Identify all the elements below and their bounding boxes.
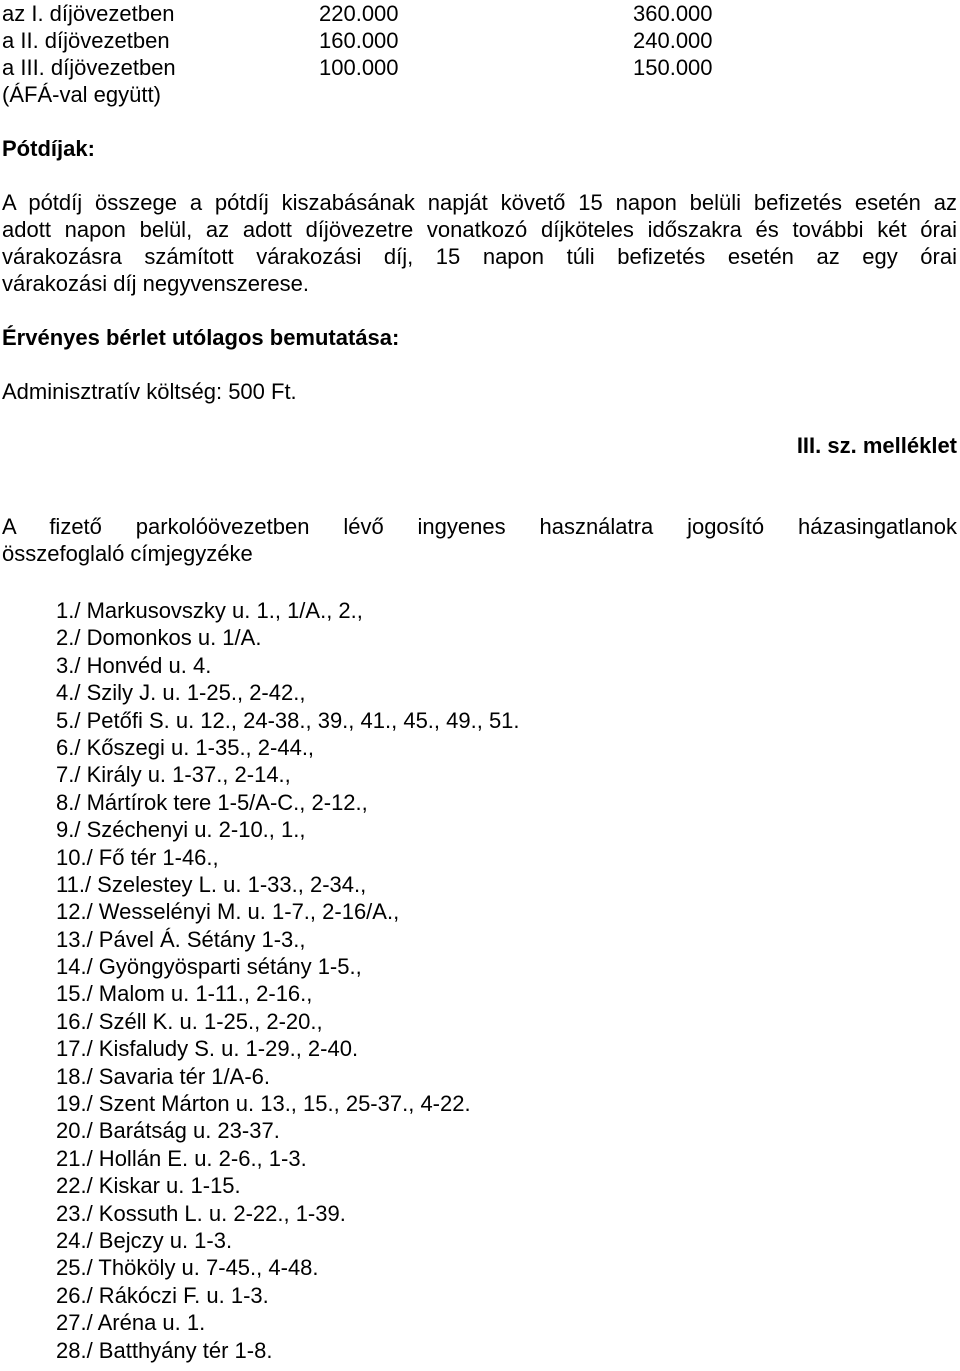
address-list-item: 11./ Szelestey L. u. 1-33., 2-34., <box>56 871 367 897</box>
fee-value-1: 220.000 <box>319 1 399 26</box>
address-list-item: 2./ Domonkos u. 1/A. <box>56 625 262 651</box>
address-list-item: 10./ Fő tér 1-46., <box>56 844 219 870</box>
pass-text: Adminisztratív költség: 500 Ft. <box>2 379 297 404</box>
document-page <box>2 0 957 1364</box>
address-list-item: 19./ Szent Márton u. 13., 15., 25-37., 4-22. <box>56 1091 471 1117</box>
address-list-item: 3./ Honvéd u. 4. <box>56 652 212 678</box>
fee-row <box>2 0 957 27</box>
address-list-item: 5./ Petőfi S. u. 12., 24-38., 39., 41., 45., 49., 51. <box>56 707 520 733</box>
address-list-item: 27./ Aréna u. 1. <box>56 1310 206 1336</box>
surcharge-text-line: várakozásra számított várakozási díj, 15 napon túli befizetés esetén az egy órai <box>2 244 957 269</box>
fee-value-2: 240.000 <box>633 28 713 53</box>
fee-value-2: 360.000 <box>633 1 713 26</box>
address-list-item: 20./ Barátság u. 23-37. <box>56 1118 280 1144</box>
annex-intro-line: A fizető parkolóövezetben lévő ingyenes használatra jogosító házasingatlanok <box>2 514 957 539</box>
fee-value-2: 150.000 <box>633 55 713 80</box>
address-list-item: 4./ Szily J. u. 1-25., 2-42., <box>56 680 306 706</box>
surcharge-text-line: adott napon belül, az adott díjövezetre vonatkozó díjköteles időszakra és további két órai <box>2 217 957 242</box>
address-list-item: 8./ Mártírok tere 1-5/A-C., 2-12., <box>56 789 368 815</box>
address-list-item: 12./ Wesselényi M. u. 1-7., 2-16/A., <box>56 899 400 925</box>
address-list-item: 14./ Gyöngyösparti sétány 1-5., <box>56 954 362 980</box>
surcharge-heading: Pótdíjak: <box>2 136 95 161</box>
address-list-item: 16./ Széll K. u. 1-25., 2-20., <box>56 1008 323 1034</box>
vat-note: (ÁFÁ-val együtt) <box>2 82 161 107</box>
fee-zone-label: az I. díjövezetben <box>2 1 175 26</box>
fee-zone-label: a III. díjövezetben <box>2 55 176 80</box>
surcharge-text-line: várakozási díj negyvenszerese. <box>2 271 309 296</box>
address-list <box>2 597 957 1364</box>
address-list-item: 1./ Markusovszky u. 1., 1/A., 2., <box>56 598 363 623</box>
address-list-item: 17./ Kisfaludy S. u. 1-29., 2-40. <box>56 1036 359 1062</box>
address-list-item: 22./ Kiskar u. 1-15. <box>56 1173 241 1199</box>
address-list-item: 24./ Bejczy u. 1-3. <box>56 1227 233 1253</box>
fee-zone-label: a II. díjövezetben <box>2 28 170 53</box>
address-list-item: 18./ Savaria tér 1/A-6. <box>56 1063 270 1089</box>
fee-value-1: 160.000 <box>319 28 399 53</box>
address-list-item: 26./ Rákóczi F. u. 1-3. <box>56 1282 269 1308</box>
annex-intro-line: összefoglaló címjegyzéke <box>2 541 253 566</box>
address-list-item: 15./ Malom u. 1-11., 2-16., <box>56 981 313 1007</box>
fee-value-1: 100.000 <box>319 55 399 80</box>
address-list-item: 7./ Király u. 1-37., 2-14., <box>56 762 291 788</box>
fee-row <box>2 27 957 54</box>
address-list-item: 25./ Thököly u. 7-45., 4-48. <box>56 1255 319 1281</box>
address-list-item: 21./ Hollán E. u. 2-6., 1-3. <box>56 1145 307 1171</box>
pass-heading: Érvényes bérlet utólagos bemutatása: <box>2 325 400 350</box>
surcharge-text-line: A pótdíj összege a pótdíj kiszabásának napját követő 15 napon belüli befizetés esetén az <box>2 190 957 215</box>
address-list-item: 23./ Kossuth L. u. 2-22., 1-39. <box>56 1200 346 1226</box>
fee-row <box>2 54 957 81</box>
annex-title: III. sz. melléklet <box>796 433 957 458</box>
address-list-item: 28./ Batthyány tér 1-8. <box>56 1337 273 1363</box>
address-list-item: 13./ Pável Á. Sétány 1-3., <box>56 926 306 952</box>
address-list-item: 6./ Kőszegi u. 1-35., 2-44., <box>56 734 315 760</box>
address-list-item: 9./ Széchenyi u. 2-10., 1., <box>56 817 306 843</box>
